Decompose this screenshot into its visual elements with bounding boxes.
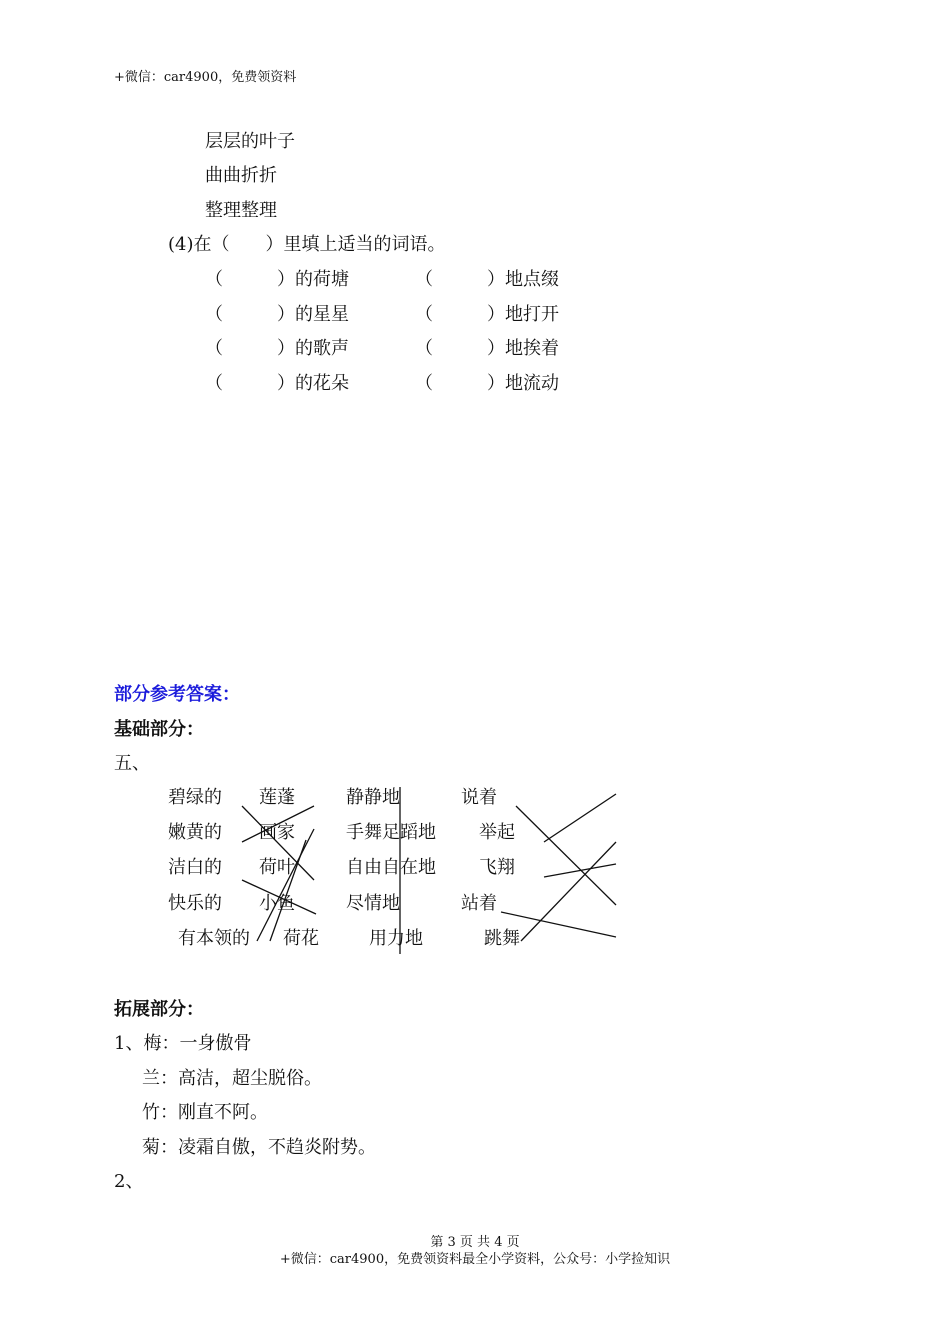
match-col4-item-4: 站着 (461, 893, 497, 914)
word-line-2: 曲曲折折 (205, 165, 277, 186)
answers-title: 部分参考答案： (114, 684, 240, 705)
match-col1-item-2: 嫩黄的 (168, 822, 222, 843)
fill-right-1: （ ）地点缀 (415, 269, 559, 290)
match-col4-item-1: 说着 (461, 787, 497, 808)
ext-item-1: 1、梅：一身傲骨 (114, 1033, 252, 1054)
match-line-7 (544, 794, 616, 842)
fill-right-3: （ ）地挨着 (415, 338, 559, 359)
ext-item-5: 2、 (114, 1171, 144, 1192)
match-col2-item-5: 荷花 (283, 928, 319, 949)
match-line-1 (242, 806, 314, 842)
extension-section-title: 拓展部分： (114, 999, 204, 1020)
match-line-9 (544, 864, 616, 877)
match-col1-item-4: 快乐的 (168, 893, 222, 914)
match-line-5 (270, 840, 306, 941)
match-col2-item-3: 荷叶 (259, 857, 295, 878)
page-number: 第 3 页 共 4 页 (430, 1235, 520, 1250)
match-col4-item-5: 跳舞 (484, 928, 520, 949)
match-line-8 (516, 806, 616, 905)
match-col3-item-2: 手舞足蹈地 (346, 822, 436, 843)
ext-item-3: 竹：刚直不阿。 (142, 1102, 268, 1123)
match-col1-item-1: 碧绿的 (168, 787, 222, 808)
match-col2-item-2: 画家 (259, 822, 295, 843)
match-col3-item-3: 自由自在地 (346, 857, 436, 878)
question-4-title: (4)在（ ）里填上适当的词语。 (168, 234, 446, 255)
match-col4-item-3: 飞翔 (479, 857, 515, 878)
match-col2-item-1: 莲蓬 (259, 787, 295, 808)
ext-item-2: 兰：高洁，超尘脱俗。 (142, 1068, 322, 1089)
item-5-label: 五、 (114, 753, 150, 774)
basic-section-title: 基础部分： (114, 719, 204, 740)
fill-left-2: （ ）的星星 (205, 304, 349, 325)
fill-left-1: （ ）的荷塘 (205, 269, 349, 290)
match-col4-item-2: 举起 (479, 822, 515, 843)
ext-item-4: 菊：凌霜自傲，不趋炎附势。 (142, 1137, 376, 1158)
fill-left-3: （ ）的歌声 (205, 338, 349, 359)
match-col1-item-5: 有本领的 (178, 928, 250, 949)
match-col3-item-4: 尽情地 (346, 893, 400, 914)
match-line-4 (257, 829, 314, 941)
header-note: +微信：car4900，免费领资料 (114, 70, 297, 85)
fill-left-4: （ ）的花朵 (205, 373, 349, 394)
match-line-10 (501, 912, 616, 937)
fill-right-4: （ ）地流动 (415, 373, 559, 394)
match-col3-item-5: 用力地 (369, 928, 423, 949)
match-col1-item-3: 洁白的 (168, 857, 222, 878)
footer-note: +微信：car4900，免费领资料最全小学资料，公众号：小学捡知识 (279, 1252, 671, 1267)
match-col2-item-4: 小鱼 (259, 893, 295, 914)
match-col3-item-1: 静静地 (346, 787, 400, 808)
match-line-2 (242, 806, 314, 880)
word-line-3: 整理整理 (205, 200, 277, 221)
fill-right-2: （ ）地打开 (415, 304, 559, 325)
word-line-1: 层层的叶子 (205, 131, 295, 152)
